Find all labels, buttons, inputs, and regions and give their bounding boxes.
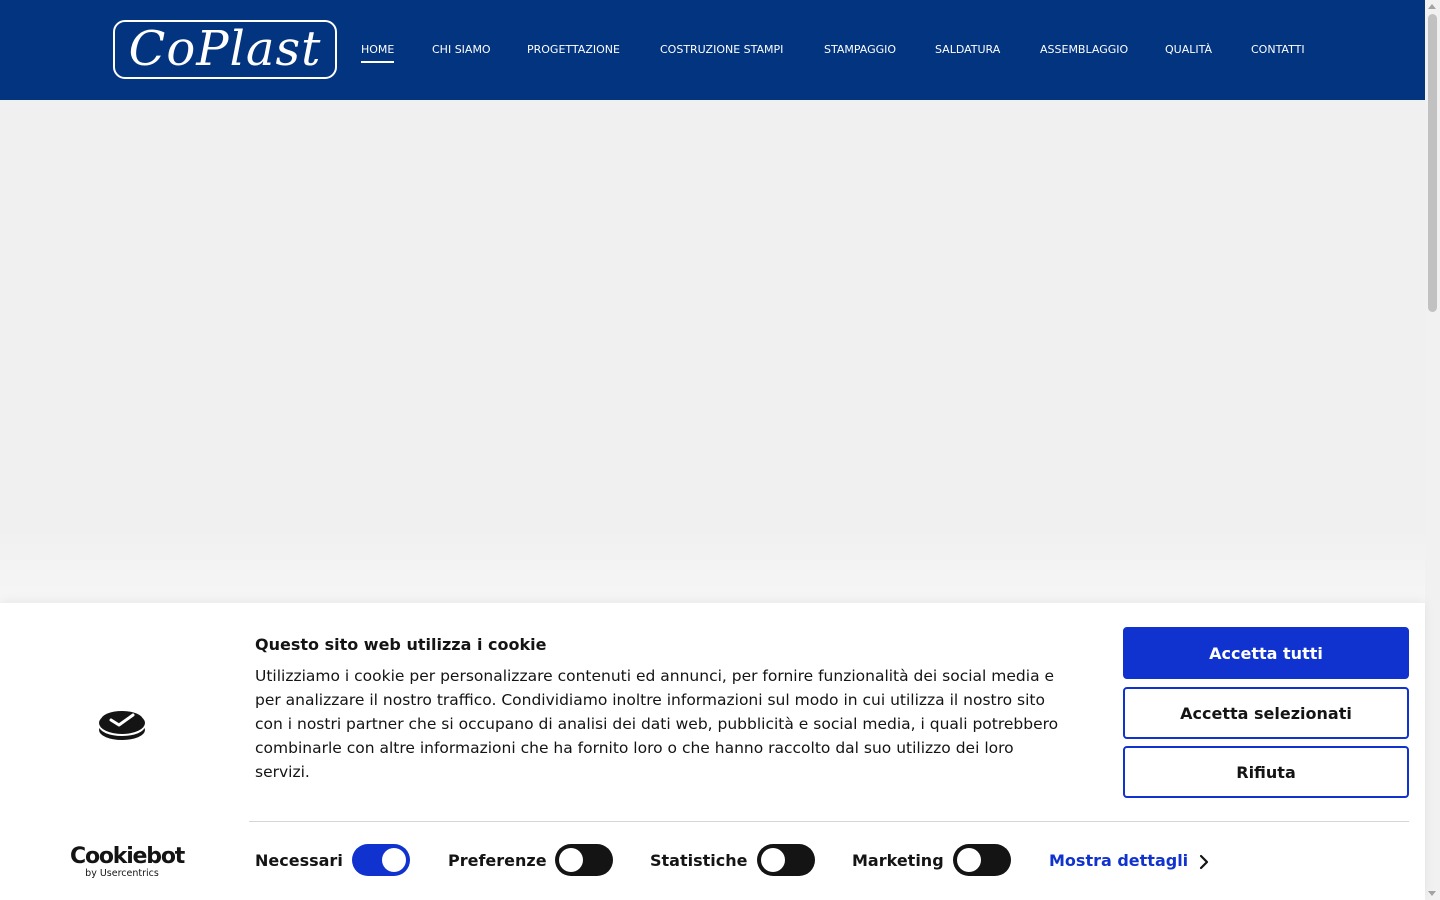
chevron-right-icon[interactable] (1199, 854, 1209, 870)
cookie-stack-icon (98, 704, 146, 742)
nav-item-assemblaggio[interactable]: ASSEMBLAGGIO (1040, 43, 1129, 56)
nav-item-progettazione[interactable]: PROGETTAZIONE (527, 43, 620, 56)
page-scrollbar[interactable] (1425, 0, 1440, 900)
nav-item-stampaggio[interactable]: STAMPAGGIO (824, 43, 897, 56)
scroll-down-icon[interactable] (1428, 891, 1436, 896)
nav-item-saldatura[interactable]: SALDATURA (935, 43, 1001, 56)
toggle-marketing[interactable] (953, 844, 1011, 876)
toggle-label-statistiche: Statistiche (650, 851, 748, 870)
toggle-preferenze[interactable] (555, 844, 613, 876)
cookiebot-name: Cookiebot (70, 844, 185, 869)
cookiebot-subtitle: by Usercentrics (85, 868, 159, 879)
show-details-link[interactable]: Mostra dettagli (1049, 851, 1189, 870)
logo-text: CoPlast (128, 20, 322, 77)
toggle-knob (382, 848, 406, 872)
toggle-label-preferenze: Preferenze (448, 851, 547, 870)
banner-divider (249, 821, 1409, 822)
nav-item-qualita[interactable]: QUALITÀ (1165, 43, 1212, 56)
cookiebot-logo[interactable] (70, 844, 185, 880)
toggle-knob (957, 848, 981, 872)
toggle-necessari[interactable] (352, 844, 410, 876)
nav-item-contatti[interactable]: CONTATTI (1251, 43, 1305, 56)
scroll-up-icon[interactable] (1428, 4, 1436, 9)
nav-item-home[interactable]: HOME (361, 43, 395, 56)
toggle-statistiche[interactable] (757, 844, 815, 876)
toggle-knob (761, 848, 785, 872)
nav-item-chi-siamo[interactable]: CHI SIAMO (432, 43, 491, 56)
nav-item-costruzione-stampi[interactable]: COSTRUZIONE STAMPI (660, 43, 784, 56)
coplast-logo[interactable] (113, 20, 337, 79)
toggle-label-marketing: Marketing (852, 851, 944, 870)
accept-selected-button[interactable]: Accetta selezionati (1123, 687, 1409, 739)
cookie-title: Questo sito web utilizza i cookie (255, 635, 547, 654)
accept-all-button[interactable]: Accetta tutti (1123, 627, 1409, 679)
cookie-description: Utilizziamo i cookie per personalizzare contenuti ed annunci, per fornire funzionalità dei social media e per analizzare il nostro traffico. Condividiamo inoltre informazioni sul modo in cui utilizza il nostro sito con i nostri partner che si occupano di analisi dei dati web, pubblicità e social media, i quali potrebbero combinarle con altre informazioni che ha fornito loro o che hanno raccolto dal suo utilizzo dei loro servizi. (255, 667, 1059, 781)
scrollbar-thumb[interactable] (1428, 14, 1437, 312)
site-header (0, 0, 1425, 100)
toggle-label-necessari: Necessari (255, 851, 343, 870)
cookie-consent-banner (0, 603, 1425, 900)
hero-area (0, 100, 1425, 603)
toggle-knob (559, 848, 583, 872)
reject-button[interactable]: Rifiuta (1123, 746, 1409, 798)
